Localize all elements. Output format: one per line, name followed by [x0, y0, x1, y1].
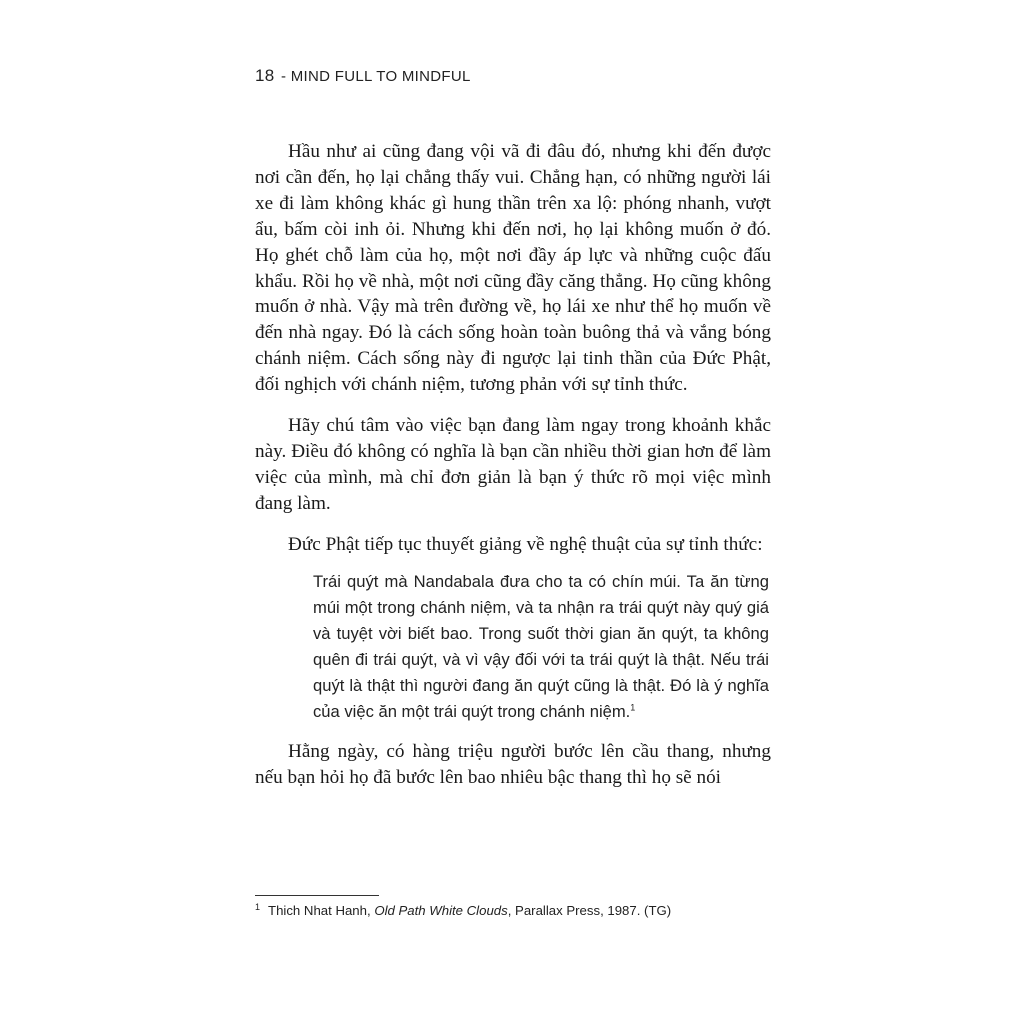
footnote-book-title: Old Path White Clouds [374, 903, 508, 918]
paragraph: Hầu như ai cũng đang vội vã đi đâu đó, nhưng khi đến được nơi cần đến, họ lại chẳng thấy vui. Chẳng hạn, có những người lái xe đi làm không khác gì hung thần trên xa lộ: phóng nhanh, vượt ẩu, bấm còi inh ỏi. Nhưng khi đến nơi, họ lại không muốn ở đó. Họ ghét chỗ làm của họ, một nơi đầy áp lực và những cuộc đấu khẩu. Rồi họ về nhà, một nơi cũng đầy căng thẳng. Họ cũng không muốn ở nhà. Vậy mà trên đường về, họ lái xe như thể họ muốn về đến nhà ngay. Đó là cách sống hoàn toàn buông thả và vắng bóng chánh niệm. Cách sống này đi ngược lại tinh thần của Đức Phật, đối nghịch với chánh niệm, tương phản với sự tỉnh thức. [255, 141, 771, 396]
quote-text: Trái quýt mà Nandabala đưa cho ta có chín múi. Ta ăn từng múi một trong chánh niệm, và ta nhận ra trái quýt này quý giá và tuyệt vời biết bao. Trong suốt thời gian ăn quýt, ta không quên đi trái quýt, và vì vậy đối với ta trái quýt là thật. Nếu trái quýt là thật thì người đang ăn quýt cũng là thật. Đó là ý nghĩa của việc ăn một trái quýt trong chánh niệm. [313, 571, 769, 721]
paragraph: Đức Phật tiếp tục thuyết giảng về nghệ thuật của sự tỉnh thức: [288, 533, 763, 555]
block-quote [313, 569, 771, 725]
header-separator: - [280, 68, 287, 85]
paragraph: Hãy chú tâm vào việc bạn đang làm ngay trong khoảnh khắc này. Điều đó không có nghĩa là bạn cần nhiều thời gian hơn để làm việc của mình, mà chỉ đơn giản là bạn ý thức rõ mọi việc mình đang làm. [255, 415, 771, 514]
footnote-publication: , Parallax Press, 1987. (TG) [507, 903, 672, 918]
footnote [255, 903, 671, 918]
paragraph: Hằng ngày, có hàng triệu người bước lên cầu thang, nhưng nếu bạn hỏi họ đã bước lên bao nhiêu bậc thang thì họ sẽ nói [255, 740, 771, 788]
footnote-mark: 1 [255, 901, 261, 912]
footnote-reference: 1 [630, 702, 636, 713]
page-number: 18 [255, 66, 275, 85]
footnote-divider [255, 895, 379, 896]
book-title: MIND FULL TO MINDFUL [290, 68, 471, 85]
body-text [255, 139, 771, 790]
running-header [255, 66, 471, 86]
footnote-author: Thich Nhat Hanh, [268, 903, 371, 918]
